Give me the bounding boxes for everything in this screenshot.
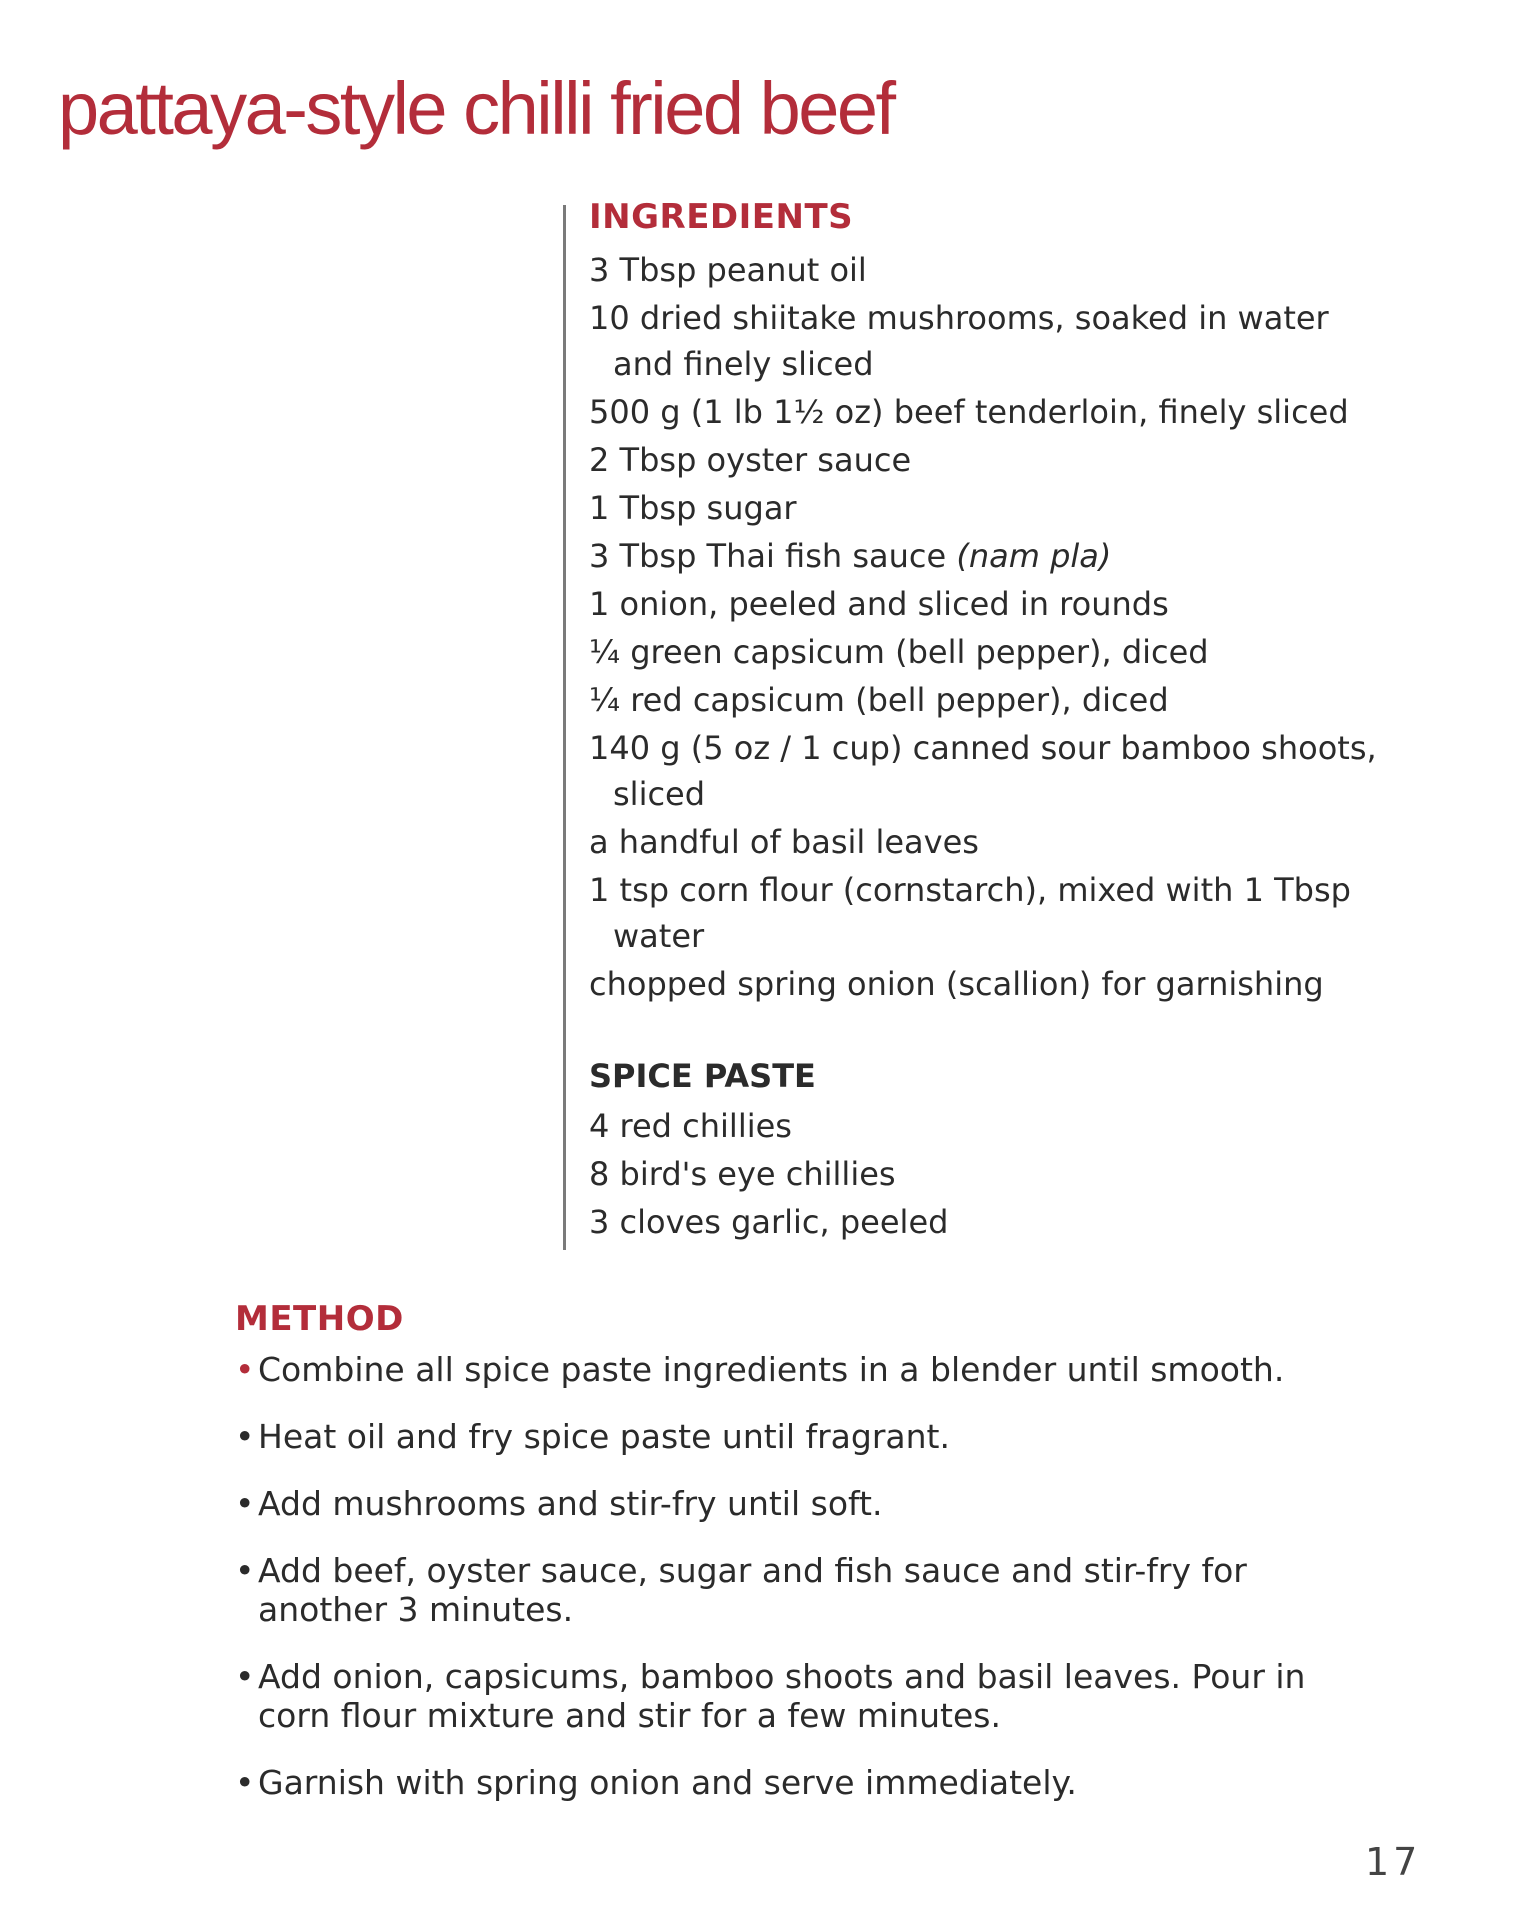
ingredient-item: 1 tsp corn flour (cornstarch), mixed with 1 Tbsp water <box>589 871 1351 955</box>
ingredient-note: (nam pla) <box>956 537 1112 575</box>
method-step <box>235 1657 1385 1735</box>
method-step-text: Add onion, capsicums, bamboo shoots and basil leaves. Pour in corn flour mixture and stir for a few minutes. <box>258 1657 1306 1735</box>
page-number: 17 <box>1365 1840 1422 1884</box>
bullet-icon: • <box>235 1763 255 1802</box>
ingredient-item: 2 Tbsp oyster sauce <box>589 441 912 479</box>
method-step-text: Combine all spice paste ingredients in a blender until smooth. <box>258 1350 1285 1389</box>
ingredient-item: 10 dried shiitake mushrooms, soaked in water and finely sliced <box>589 299 1329 383</box>
ingredient-item: 1 onion, peeled and sliced in rounds <box>589 585 1169 623</box>
ingredients-divider <box>563 205 566 1250</box>
ingredient-item: 1 Tbsp sugar <box>589 489 797 527</box>
ingredient-item: ¼ green capsicum (bell pepper), diced <box>589 633 1209 671</box>
ingredient-item: a handful of basil leaves <box>589 823 979 861</box>
bullet-icon: • <box>235 1484 255 1523</box>
ingredient-item: 140 g (5 oz / 1 cup) canned sour bamboo shoots, sliced <box>589 729 1377 813</box>
method-step-text: Add mushrooms and stir-fry until soft. <box>258 1484 883 1523</box>
method-step-text: Heat oil and fry spice paste until fragrant. <box>258 1417 950 1456</box>
ingredient-item: ¼ red capsicum (bell pepper), diced <box>589 681 1169 719</box>
method-heading: METHOD <box>235 1299 404 1339</box>
ingredient-item-fish-sauce <box>589 533 1389 579</box>
spice-paste-item: 4 red chillies <box>589 1107 792 1145</box>
bullet-icon: • <box>235 1350 255 1389</box>
ingredient-text: 3 Tbsp Thai fish sauce <box>589 537 947 575</box>
bullet-icon: • <box>235 1417 255 1456</box>
bullet-icon: • <box>235 1551 255 1590</box>
ingredient-item: chopped spring onion (scallion) for garnishing <box>589 965 1324 1003</box>
ingredients-list <box>589 247 1389 1007</box>
ingredient-item: 3 Tbsp peanut oil <box>589 251 867 289</box>
method-step <box>235 1763 1385 1802</box>
ingredients-section <box>589 197 1389 1247</box>
method-step <box>235 1417 1385 1456</box>
bullet-icon: • <box>235 1657 255 1696</box>
method-step <box>235 1484 1385 1523</box>
page-title: pattaya-style chilli fried beef <box>58 67 894 150</box>
method-step <box>235 1551 1385 1629</box>
ingredient-item: 500 g (1 lb 1½ oz) beef tenderloin, finely sliced <box>589 393 1349 431</box>
spice-paste-item: 3 cloves garlic, peeled <box>589 1203 949 1241</box>
spice-paste-list <box>589 1103 1389 1245</box>
ingredients-heading: INGREDIENTS <box>589 197 854 237</box>
method-steps <box>235 1350 1385 1802</box>
spice-paste-item: 8 bird's eye chillies <box>589 1155 896 1193</box>
method-step-text: Garnish with spring onion and serve immediately. <box>258 1763 1077 1802</box>
method-section <box>235 1299 1385 1830</box>
method-step <box>235 1350 1385 1389</box>
spice-paste-heading: SPICE PASTE <box>589 1057 816 1095</box>
method-step-text: Add beef, oyster sauce, sugar and fish sauce and stir-fry for another 3 minutes. <box>258 1551 1247 1629</box>
